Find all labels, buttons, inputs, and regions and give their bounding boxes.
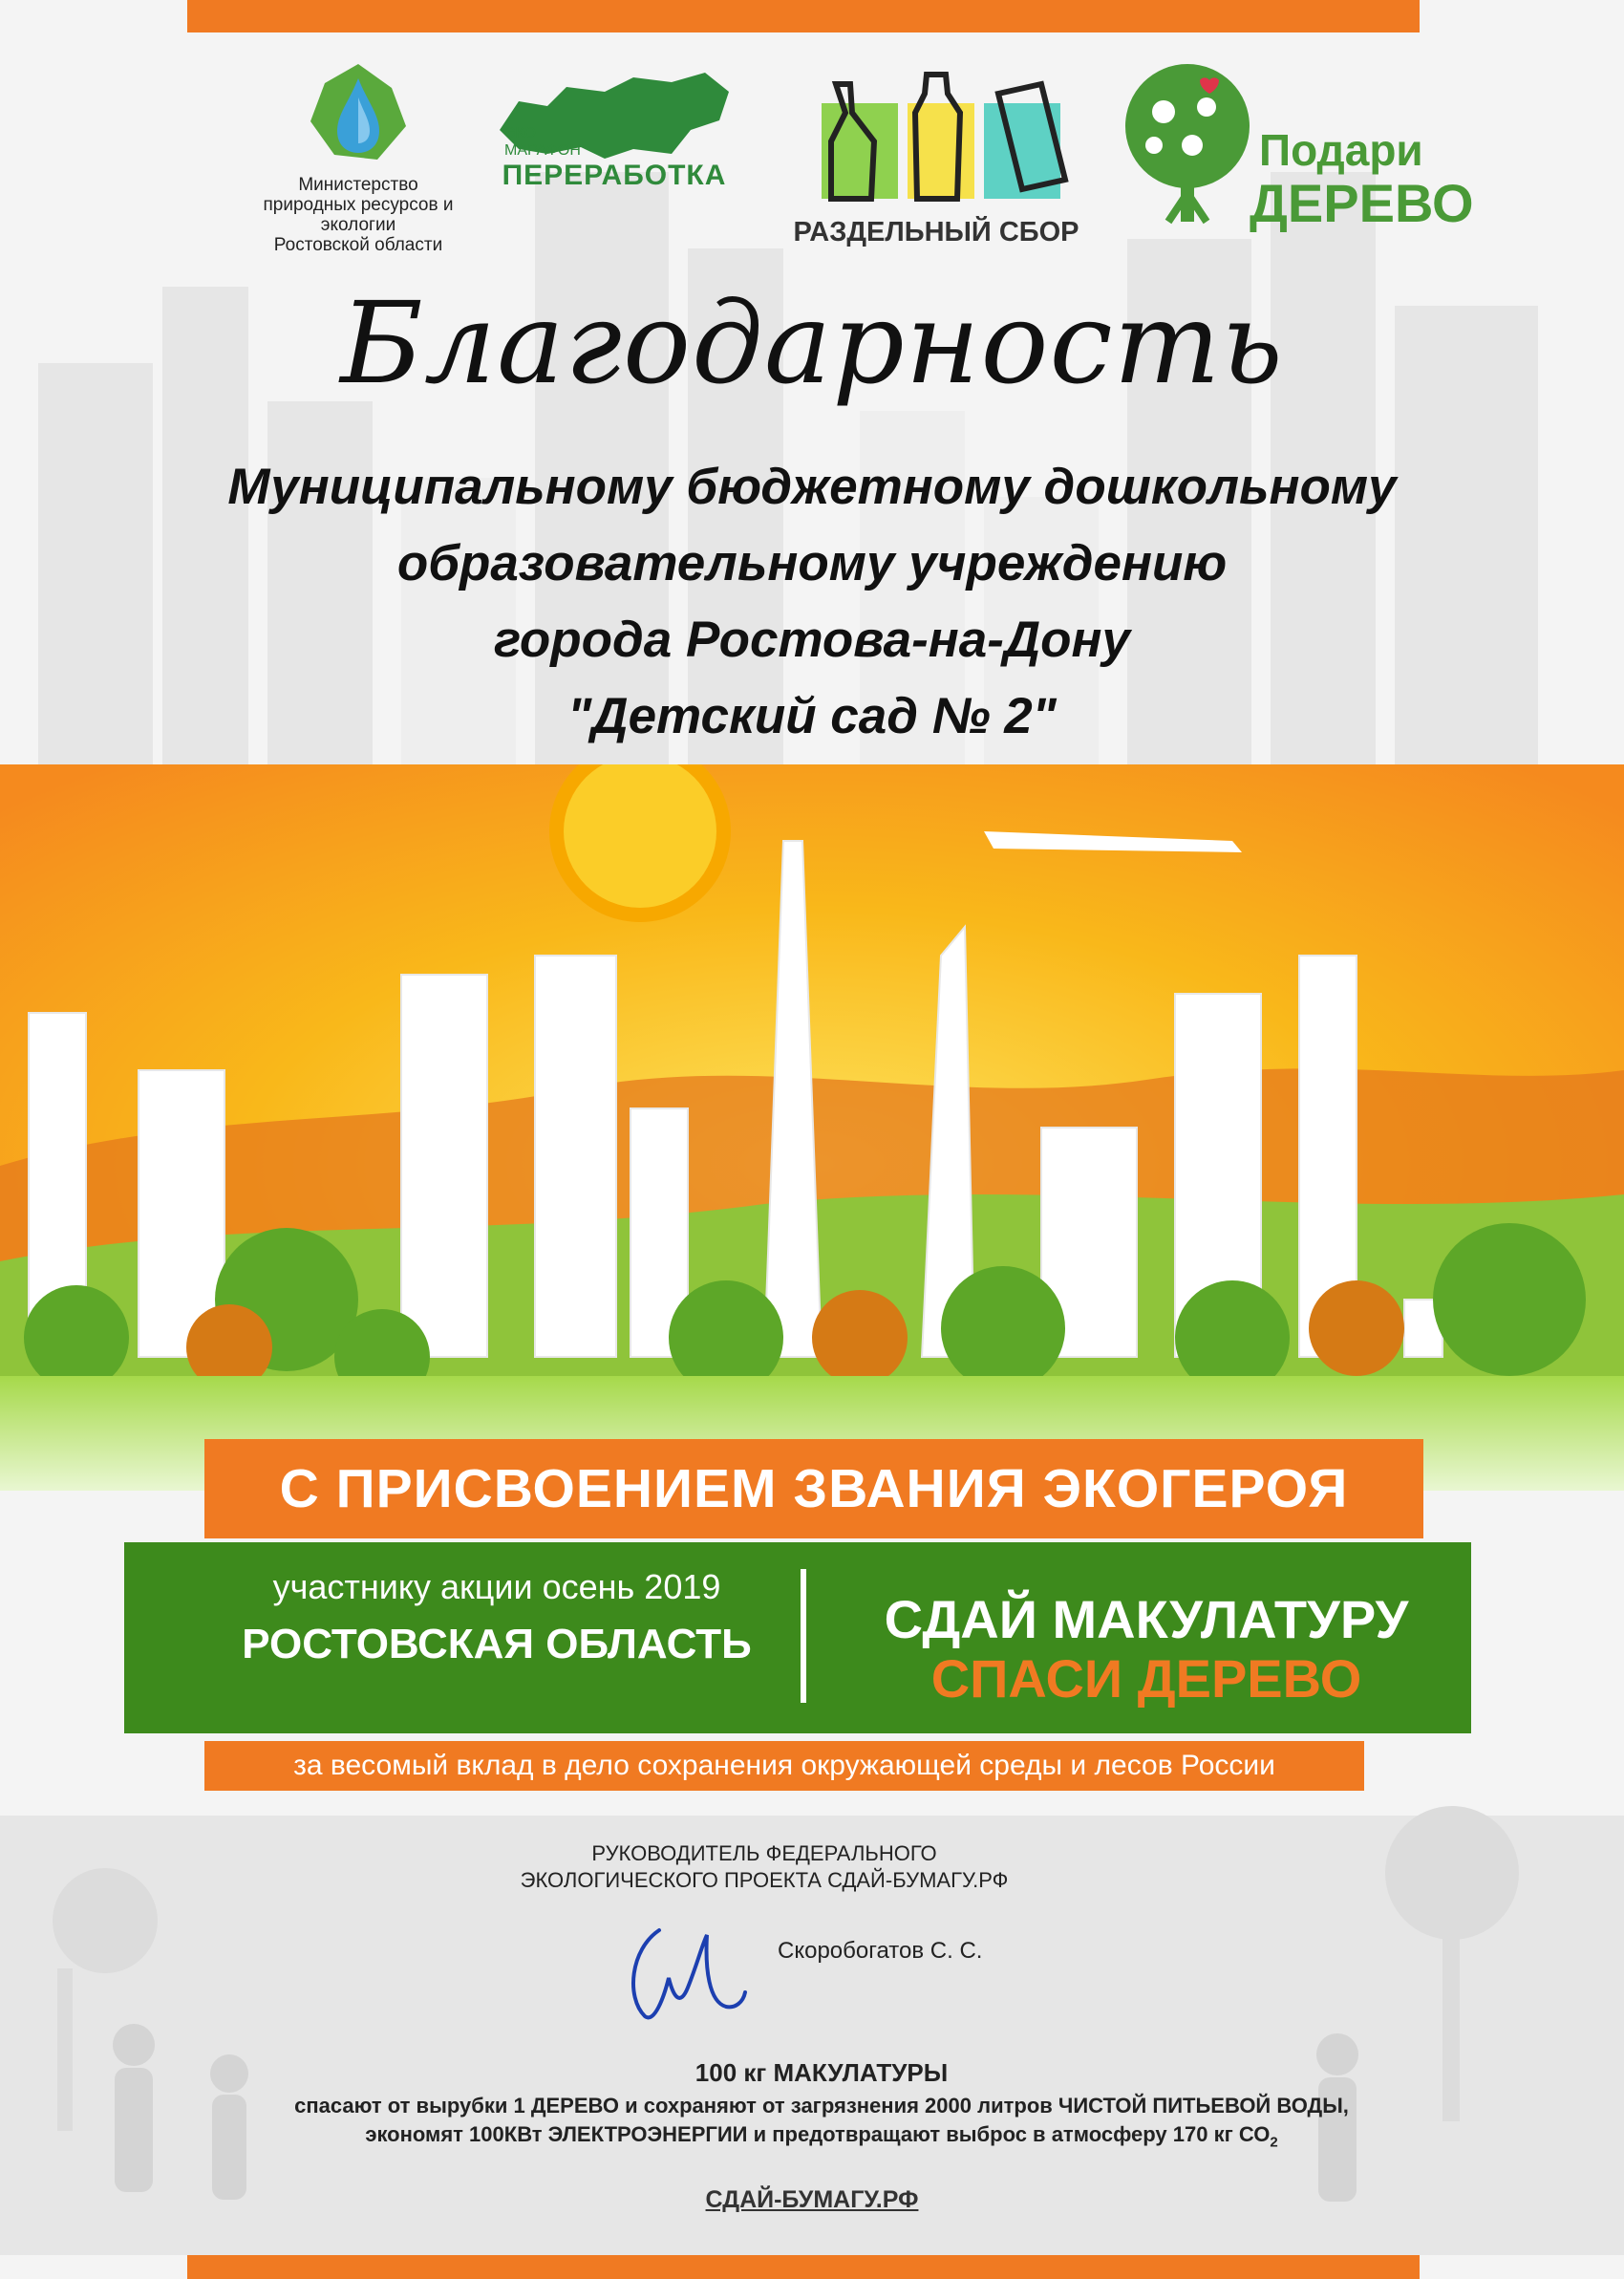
facts-line-3	[153, 2122, 1490, 2150]
marathon-title: ПЕРЕРАБОТКА	[502, 160, 727, 191]
recipient-line: "Детский сад № 2"	[567, 688, 1057, 744]
facts-headline: 100 кг МАКУЛАТУРЫ	[694, 2058, 949, 2087]
recipient-line: Муниципальному бюджетному дошкольному	[227, 459, 1397, 515]
leaf-drop-icon	[301, 59, 416, 164]
bottom-orange-bar	[187, 2255, 1420, 2279]
signer-title-1: РУКОВОДИТЕЛЬ ФЕДЕРАЛЬНОГО	[591, 1841, 937, 1865]
signer-name: Скоробогатов С. С.	[778, 1938, 983, 1964]
separate-collection-title: РАЗДЕЛЬНЫЙ СБОР	[793, 217, 1079, 247]
gift-tree-line1: Подари	[1259, 125, 1423, 175]
signature	[621, 1911, 755, 2035]
co2-subscript: 2	[1270, 2134, 1278, 2151]
facts-line-3-text: экономят 100КВт ЭЛЕКТРОЭНЕРГИИ и предотвращают выброс в атмосферу 170 кг СО	[365, 2122, 1271, 2146]
ministry-caption-1: Министерство природных ресурсов и экологии Ростовской области	[263, 175, 454, 255]
campaign-participant: участнику акции осень 2019	[272, 1567, 721, 1606]
gift-tree-line2: ДЕРЕВО	[1250, 173, 1474, 233]
ministry-logo	[239, 59, 478, 255]
signer-title-2: ЭКОЛОГИЧЕСКОГО ПРОЕКТА СДАЙ-БУМАГУ.РФ	[520, 1868, 1009, 1892]
recipient-line: города Ростова-на-Дону	[493, 612, 1131, 668]
marathon-label: МАРАФОН	[504, 142, 581, 159]
recipient-line: образовательному учреждению	[396, 535, 1228, 591]
marathon-eco-label: ЭКО	[504, 125, 537, 141]
eco-hero-text: С ПРИСВОЕНИЕМ ЗВАНИЯ ЭКОГЕРОЯ	[279, 1458, 1349, 1519]
gift-tree-logo	[1116, 59, 1474, 241]
signer-title	[420, 1840, 1108, 1894]
website-link[interactable]: СДАЙ-БУМАГУ.РФ	[705, 2186, 919, 2213]
recycling-facts	[153, 2058, 1490, 2150]
tree-icon	[1116, 59, 1259, 231]
top-orange-bar	[187, 0, 1420, 32]
eco-hero-banner	[204, 1439, 1423, 1538]
banner-divider	[801, 1569, 806, 1703]
recycling-items-icon	[793, 65, 1079, 208]
marathon-logo	[485, 63, 743, 192]
recipient-block	[96, 449, 1528, 755]
slogan-line-1: СДАЙ МАКУЛАТУРУ	[884, 1589, 1409, 1649]
campaign-slogan	[841, 1590, 1452, 1709]
facts-line-2: спасают от вырубки 1 ДЕРЕВО и сохраняют от загрязнения 2000 литров ЧИСТОЙ ПИТЬЕВОЙ ВОДЫ,	[294, 2094, 1349, 2118]
slogan-line-2: СПАСИ ДЕРЕВО	[930, 1648, 1362, 1709]
eco-city-illustration	[0, 764, 1624, 1491]
campaign-region: РОСТОВСКАЯ ОБЛАСТЬ	[242, 1621, 752, 1667]
certificate-title: Благодарность	[340, 277, 1284, 409]
campaign-info	[162, 1567, 831, 1668]
separate-collection-logo	[793, 65, 1079, 248]
contribution-text: за весомый вклад в дело сохранения окружающей среды и лесов России	[204, 1741, 1364, 1791]
